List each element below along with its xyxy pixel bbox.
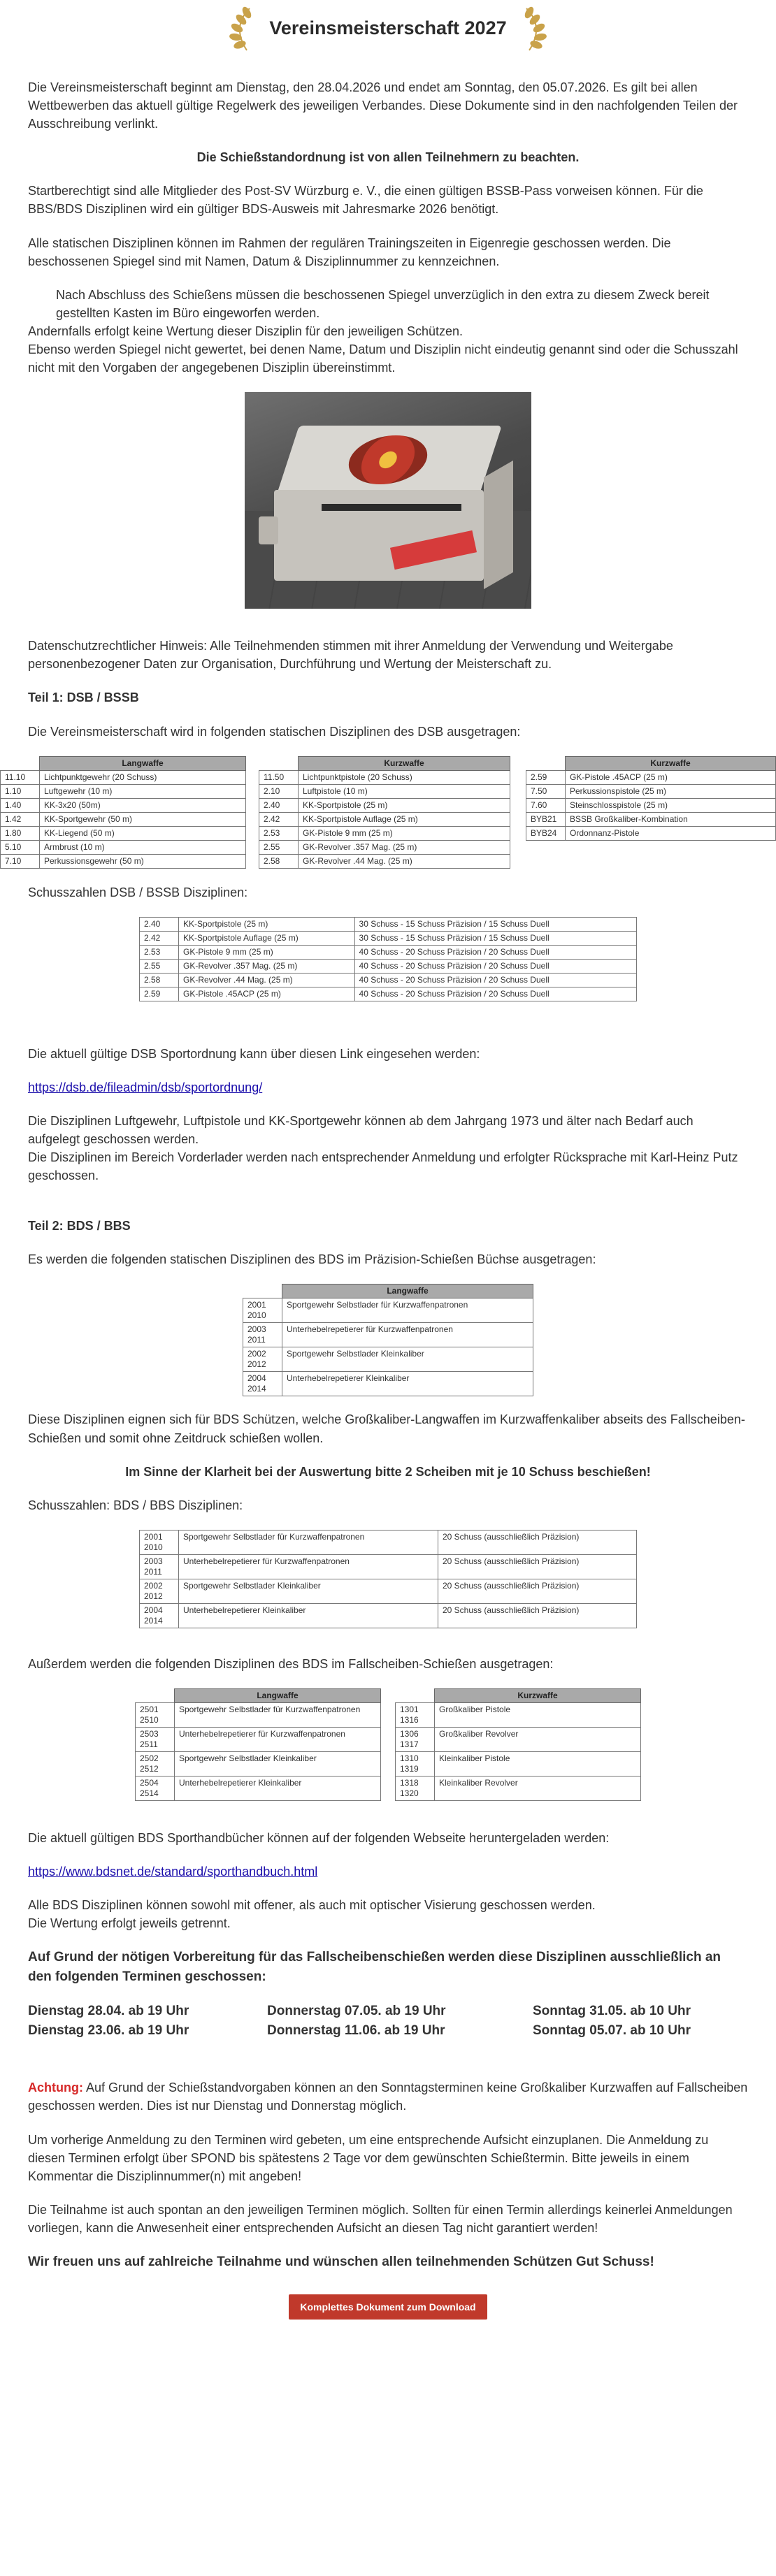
range-rules-note: Die Schießstandordnung ist von allen Teilnehmern zu beachten. [196,150,580,165]
table-row [1,798,246,812]
section-heading-teil1: Teil 1: DSB / BSSB [28,690,139,705]
discipline-name: Sportgewehr Selbstlader für Kurzwaffenpatronen [282,1298,533,1323]
table-row [526,798,776,812]
table-row [259,770,510,784]
discipline-code: 7.10 [1,854,40,868]
shot-count: 40 Schuss - 20 Schuss Präzision / 20 Schuss Duell [354,987,636,1001]
date-item: Dienstag 23.06. ab 19 Uhr [28,2023,189,2038]
discipline-name: KK-Liegend (50 m) [40,826,246,840]
bds-scoring-separate: Die Wertung erfolgt jeweils getrennt. [28,1916,231,1931]
shot-count: 20 Schuss (ausschließlich Präzision) [438,1579,636,1603]
discipline-name: Luftgewehr (10 m) [40,784,246,798]
table-row [140,959,637,973]
discipline-code: 2001 2010 [243,1298,282,1323]
discipline-name: Unterhebelrepetierer für Kurzwaffenpatronen [282,1323,533,1347]
table-header: Kurzwaffe [299,756,510,770]
eligibility-paragraph: Startberechtigt sind alle Mitglieder des Post-SV Würzburg e. V., die einen gültigen BSSB-Pass vorweisen können. Für die BBS/BDS Disziplinen wird ein gültiger BDS-Ausweis mit Jahresmarke 2026 benötigt. [28,184,703,217]
teil2-intro: Es werden die folgenden statischen Disziplinen des BDS im Präzision-Schießen Büchse ausgetragen: [28,1252,596,1267]
dsb-kurzwaffe-table-2 [526,756,776,841]
target-box-photo [245,392,531,609]
table-header-spacer [526,756,566,770]
discipline-code: 2001 2010 [140,1530,179,1554]
discipline-code: 2.53 [140,945,179,959]
privacy-note: Datenschutzrechtlicher Hinweis: Alle Teilnehmenden stimmen mit ihrer Anmeldung der Verwendung und Weitergabe personenbezogener Daten zur Organisation, Durchführung und Wertung der Meisterschaft zu. [28,639,673,672]
discipline-name: KK-Sportpistole (25 m) [299,798,510,812]
discipline-code: 2.42 [140,931,179,945]
discipline-code: 7.60 [526,798,566,812]
table-row [140,931,637,945]
discipline-code: 2002 2012 [140,1579,179,1603]
discipline-code: 11.50 [259,770,299,784]
teil1-intro: Die Vereinsmeisterschaft wird in folgenden statischen Disziplinen des DSB ausgetragen: [28,724,521,739]
shot-count: 40 Schuss - 20 Schuss Präzision / 20 Schuss Duell [354,973,636,987]
discipline-name: Lichtpunktpistole (20 Schuss) [299,770,510,784]
discipline-name: Unterhebelrepetierer Kleinkaliber [175,1776,381,1800]
fallscheiben-langwaffe-table [135,1688,381,1801]
discipline-code: BYB24 [526,826,566,840]
discipline-name: BSSB Großkaliber-Kombination [566,812,776,826]
main-content [0,57,776,2320]
table-header-spacer [243,1285,282,1298]
discipline-code: 2003 2011 [243,1323,282,1347]
bds-schusszahlen-table [139,1530,637,1628]
laurel-left-icon [226,6,259,52]
photo-wrap [28,392,748,609]
table-row [140,917,637,931]
table-row [1,770,246,784]
date-item: Dienstag 28.04. ab 19 Uhr [28,2004,189,2019]
discipline-name: Großkaliber Revolver [435,1727,641,1751]
discipline-name: KK-Sportpistole Auflage (25 m) [179,931,355,945]
table-row [526,812,776,826]
static-disciplines-paragraph: Alle statischen Disziplinen können im Rahmen der regulären Trainingszeiten in Eigenregie geschossen werden. Die beschossenen Spiegel sind mit Namen, Datum & Disziplinnummer zu kennzeichnen. [28,236,671,268]
discipline-name: Perkussionsgewehr (50 m) [40,854,246,868]
table-header-spacer [1,756,40,770]
bds-suitability-paragraph: Diese Disziplinen eignen sich für BDS Schützen, welche Großkaliber-Langwaffen im Kurzwaffenkaliber abseits des Fallscheiben-Schießen und somit ohne Zeitdruck schießen wollen. [28,1412,745,1445]
discipline-code: 2002 2012 [243,1347,282,1372]
discipline-name: KK-Sportpistole (25 m) [179,917,355,931]
shot-count: 40 Schuss - 20 Schuss Präzision / 20 Schuss Duell [354,945,636,959]
dsb-schusszahlen-table [139,917,637,1001]
fallscheiben-dates-intro: Auf Grund der nötigen Vorbereitung für das Fallscheibenschießen werden diese Disziplinen ausschließlich an den folgenden Terminen geschossen: [28,1950,721,1984]
table-row [136,1776,381,1800]
discipline-code: 2.42 [259,812,299,826]
table-header-spacer [136,1688,175,1702]
discipline-name: GK-Pistole .45ACP (25 m) [179,987,355,1001]
discipline-code: BYB21 [526,812,566,826]
discipline-name: Kleinkaliber Revolver [435,1776,641,1800]
discipline-code: 1.42 [1,812,40,826]
table-row [1,826,246,840]
closing-line: Wir freuen uns auf zahlreiche Teilnahme und wünschen allen teilnehmenden Schützen Gut Schuss! [28,2255,654,2270]
discipline-code: 2.53 [259,826,299,840]
intro-paragraph: Die Vereinsmeisterschaft beginnt am Dienstag, den 28.04.2026 und endet am Sonntag, den 05.07.2026. Es gilt bei allen Wettbewerben das aktuell gültige Regelwerk des jeweiligen Verbandes. Diese Dokumente sind in den nachfolgenden Teilen der Ausschreibung verlinkt. [28,80,738,131]
discipline-name: KK-Sportgewehr (50 m) [40,812,246,826]
dsb-schusszahlen-wrap [28,917,748,1001]
discipline-code: 2.58 [259,854,299,868]
table-header: Langwaffe [175,1688,381,1702]
discipline-name: Unterhebelrepetierer Kleinkaliber [179,1603,438,1628]
discipline-name: Sportgewehr Selbstlader Kleinkaliber [282,1347,533,1372]
discipline-name: Perkussionspistole (25 m) [566,784,776,798]
attention-text: Auf Grund der Schießstandvorgaben können an den Sonntagsterminen keine Großkaliber Kurzwaffen auf Fallscheiben geschossen werden. Dies ist nur Dienstag und Donnerstag möglich. [28,2081,748,2113]
table-row [259,798,510,812]
shot-count: 20 Schuss (ausschließlich Präzision) [438,1603,636,1628]
discipline-name: GK-Pistole 9 mm (25 m) [299,826,510,840]
discipline-name: Kleinkaliber Pistole [435,1751,641,1776]
discipline-code: 2503 2511 [136,1727,175,1751]
discipline-code: 1301 1316 [396,1702,435,1727]
attention-label: Achtung: [28,2081,83,2095]
table-row [140,987,637,1001]
table-row [526,770,776,784]
page-header [0,0,776,57]
table-row [140,1554,637,1579]
submission-rule [28,286,748,340]
table-row [526,826,776,840]
discipline-code: 1.80 [1,826,40,840]
table-header: Langwaffe [282,1285,533,1298]
table-header: Kurzwaffe [566,756,776,770]
discipline-name: Sportgewehr Selbstlader für Kurzwaffenpatronen [179,1530,438,1554]
page-title: Vereinsmeisterschaft 2027 [269,17,507,39]
table-row [243,1298,533,1323]
discipline-code: 1318 1320 [396,1776,435,1800]
discipline-name: Luftpistole (10 m) [299,784,510,798]
discipline-name: Ordonnanz-Pistole [566,826,776,840]
table-row [259,812,510,826]
discipline-code: 2003 2011 [140,1554,179,1579]
discipline-name: KK-Sportpistole Auflage (25 m) [299,812,510,826]
table-row [396,1751,641,1776]
discipline-code: 7.50 [526,784,566,798]
dsb-schusszahlen-heading: Schusszahlen DSB / BSSB Disziplinen: [28,885,248,899]
laurel-right-icon [517,6,550,52]
table-row [140,1603,637,1628]
discipline-code: 1.40 [1,798,40,812]
discipline-name: KK-3x20 (50m) [40,798,246,812]
table-row [259,840,510,854]
discipline-code: 2.40 [140,917,179,931]
discipline-code: 1.10 [1,784,40,798]
table-row [526,784,776,798]
discipline-name: Sportgewehr Selbstlader Kleinkaliber [179,1579,438,1603]
table-row [259,826,510,840]
fallscheiben-tables [28,1688,748,1801]
table-row [136,1727,381,1751]
table-row [140,1579,637,1603]
dsb-sportordnung-link[interactable]: https://dsb.de/fileadmin/dsb/sportordnung/ [28,1080,263,1094]
discipline-code: 2.59 [526,770,566,784]
discipline-name: Steinschlosspistole (25 m) [566,798,776,812]
table-row [396,1702,641,1727]
discipline-code: 2.55 [140,959,179,973]
table-row [243,1323,533,1347]
fallscheiben-dates [28,2002,748,2046]
dsb-link-intro: Die aktuell gültige DSB Sportordnung kann über diesen Link eingesehen werden: [28,1046,480,1061]
shot-count: 40 Schuss - 20 Schuss Präzision / 20 Schuss Duell [354,959,636,973]
discipline-code: 2.10 [259,784,299,798]
discipline-code: 1310 1319 [396,1751,435,1776]
discipline-name: Unterhebelrepetierer für Kurzwaffenpatronen [175,1727,381,1751]
bds-praezision-table [243,1284,533,1396]
table-row [396,1727,641,1751]
date-item: Sonntag 31.05. ab 10 Uhr [533,2004,691,2019]
dsb-note-2: Die Disziplinen im Bereich Vorderlader werden nach entsprechender Anmeldung und erfolgter Rücksprache mit Karl-Heinz Putz geschossen. [28,1150,738,1183]
discipline-name: Unterhebelrepetierer Kleinkaliber [282,1372,533,1396]
discipline-name: Armbrust (10 m) [40,840,246,854]
discipline-code: 11.10 [1,770,40,784]
discipline-code: 2501 2510 [136,1702,175,1727]
table-row [396,1776,641,1800]
discipline-code: 2.59 [140,987,179,1001]
discipline-code: 5.10 [1,840,40,854]
bds-schusszahlen-wrap [28,1530,748,1628]
discipline-name: GK-Revolver .357 Mag. (25 m) [179,959,355,973]
table-row [140,945,637,959]
bds-schusszahlen-heading: Schusszahlen: BDS / BBS Disziplinen: [28,1498,243,1512]
submission-rule-line1: Nach Abschluss des Schießens müssen die beschossenen Spiegel unverzüglich in den extra zu diesem Zweck bereit gestellten Kasten im Büro eingeworfen werden. [56,287,710,320]
discipline-code: 2004 2014 [140,1603,179,1628]
table-row [136,1702,381,1727]
discipline-code: 2.58 [140,973,179,987]
table-row [1,854,246,868]
table-header: Kurzwaffe [435,1688,641,1702]
dsb-disciplines-tables [5,756,748,883]
date-item: Donnerstag 07.05. ab 19 Uhr [267,2004,446,2019]
invalid-targets-paragraph: Ebenso werden Spiegel nicht gewertet, bei denen Name, Datum und Disziplin nicht eindeutig genannt sind oder die Schusszahl nicht mit den Vorgaben der angegebenen Disziplin übereinstimmt. [28,342,738,375]
section-heading-teil2: Teil 2: BDS / BBS [28,1219,131,1233]
shot-count: 20 Schuss (ausschließlich Präzision) [438,1530,636,1554]
discipline-code: 1306 1317 [396,1727,435,1751]
table-row [136,1751,381,1776]
table-row [1,784,246,798]
registration-paragraph: Um vorherige Anmeldung zu den Terminen wird gebeten, um eine entsprechende Aufsicht einzuplanen. Die Anmeldung zu diesen Terminen erfolgt über SPOND bis spätestens 2 Tage vor dem gewünschten Schießtermin. Bitte jeweils in einem Kommentar die Disziplinnummer(n) mit angeben! [28,2132,709,2183]
shot-count: 30 Schuss - 15 Schuss Präzision / 15 Schuss Duell [354,931,636,945]
table-row [1,840,246,854]
fallscheiben-kurzwaffe-table [395,1688,641,1801]
discipline-name: Großkaliber Pistole [435,1702,641,1727]
bds-sporthandbuch-link[interactable]: https://www.bdsnet.de/standard/sporthandbuch.html [28,1865,318,1879]
discipline-name: GK-Pistole .45ACP (25 m) [566,770,776,784]
bds-link-intro: Die aktuell gültigen BDS Sporthandbücher können auf der folgenden Webseite heruntergeladen werden: [28,1830,610,1845]
discipline-name: Sportgewehr Selbstlader Kleinkaliber [175,1751,381,1776]
dsb-note-1: Die Disziplinen Luftgewehr, Luftpistole und KK-Sportgewehr können ab dem Jahrgang 1973 und älter nach Bedarf auch aufgelegt geschossen werden. [28,1113,694,1146]
attention-note [28,2078,748,2115]
discipline-name: GK-Revolver .44 Mag. (25 m) [299,854,510,868]
discipline-name: GK-Pistole 9 mm (25 m) [179,945,355,959]
discipline-code: 2502 2512 [136,1751,175,1776]
download-wrap [28,2294,748,2320]
table-header-spacer [259,756,299,770]
bds-sights-note: Alle BDS Disziplinen können sowohl mit offener, als auch mit optischer Visierung geschossen werden. [28,1898,596,1913]
discipline-name: Unterhebelrepetierer für Kurzwaffenpatronen [179,1554,438,1579]
table-header-spacer [396,1688,435,1702]
date-item: Sonntag 05.07. ab 10 Uhr [533,2023,691,2038]
dsb-kurzwaffe-table-1 [259,756,510,869]
dsb-langwaffe-table [0,756,246,869]
discipline-code: 2504 2514 [136,1776,175,1800]
table-row [1,812,246,826]
discipline-name: GK-Revolver .44 Mag. (25 m) [179,973,355,987]
table-header: Langwaffe [40,756,246,770]
table-row [259,854,510,868]
discipline-code: 2.55 [259,840,299,854]
discipline-name: Sportgewehr Selbstlader für Kurzwaffenpatronen [175,1702,381,1727]
discipline-name: GK-Revolver .357 Mag. (25 m) [299,840,510,854]
discipline-code: 2.40 [259,798,299,812]
discipline-name: Lichtpunktgewehr (20 Schuss) [40,770,246,784]
table-row [140,1530,637,1554]
download-document-button[interactable]: Komplettes Dokument zum Download [289,2294,487,2320]
bds-scoring-note: Im Sinne der Klarheit bei der Auswertung bitte 2 Scheiben mit je 10 Schuss beschießen! [125,1464,651,1479]
fallscheiben-intro: Außerdem werden die folgenden Disziplinen des BDS im Fallscheiben-Schießen ausgetragen: [28,1656,554,1671]
spontaneous-paragraph: Die Teilnahme ist auch spontan an den jeweiligen Terminen möglich. Sollten für einen Termin allerdings keinerlei Anmeldungen vorliegen, kann die Anwesenheit einer entsprechenden Aufsicht an diesen Tag nicht garantiert werden! [28,2202,733,2235]
table-row [243,1347,533,1372]
bds-praezision-wrap [28,1284,748,1396]
submission-rule-line2: Andernfalls erfolgt keine Wertung dieser Disziplin für den jeweiligen Schützen. [28,324,464,338]
shot-count: 30 Schuss - 15 Schuss Präzision / 15 Schuss Duell [354,917,636,931]
table-row [140,973,637,987]
shot-count: 20 Schuss (ausschließlich Präzision) [438,1554,636,1579]
table-row [259,784,510,798]
date-item: Donnerstag 11.06. ab 19 Uhr [267,2023,445,2038]
table-row [243,1372,533,1396]
discipline-code: 2004 2014 [243,1372,282,1396]
